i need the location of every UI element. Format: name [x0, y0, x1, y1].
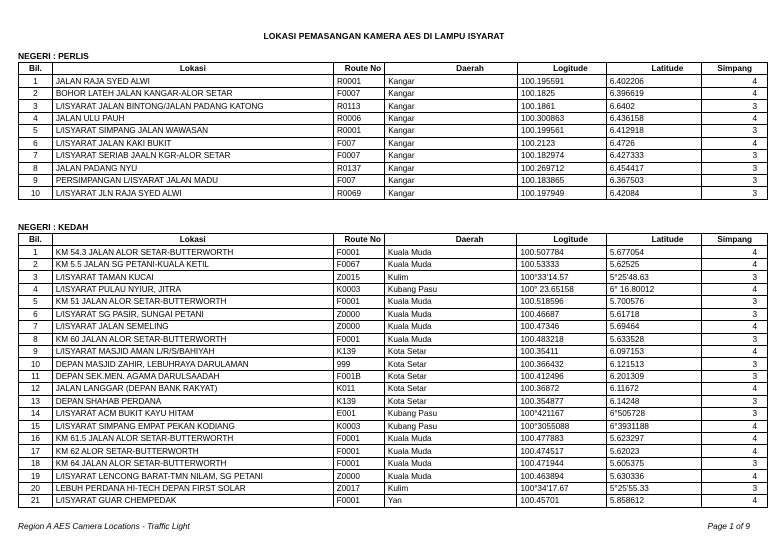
- kedah-table: [18, 233, 768, 508]
- lokasi-cell: JALAN ULU PAUH: [52, 112, 333, 124]
- route-no-cell: Z0000: [333, 308, 384, 320]
- simpang-cell: 3: [702, 370, 768, 382]
- route-no-cell: F0001: [333, 433, 384, 445]
- logitude-cell: 100°3055088: [517, 420, 606, 432]
- footer-page-number: Page 1 of 9: [707, 521, 750, 531]
- daerah-cell: Kubang Pasu: [384, 283, 517, 295]
- simpang-cell: 3: [702, 333, 768, 345]
- bil-cell: 18: [19, 457, 53, 469]
- simpang-cell: 4: [702, 420, 768, 432]
- logitude-cell: 100° 23.65158: [517, 283, 606, 295]
- bil-cell: 13: [19, 395, 53, 407]
- logitude-cell: 100.45701: [517, 495, 606, 507]
- logitude-cell: 100.474517: [517, 445, 606, 457]
- table-row: [19, 258, 768, 270]
- daerah-cell: Kuala Muda: [384, 258, 517, 270]
- bil-cell: 1: [19, 246, 53, 258]
- logitude-cell: 100.1861: [517, 100, 606, 112]
- route-no-cell: R0001: [333, 125, 384, 137]
- header-simpang: Simpang: [702, 63, 768, 75]
- bil-cell: 2: [19, 258, 53, 270]
- table-row: [19, 433, 768, 445]
- latitude-cell: 6.42084: [606, 187, 702, 199]
- latitude-cell: 6.436158: [606, 112, 702, 124]
- header-lokasi: Lokasi: [52, 234, 333, 246]
- logitude-cell: 100.182974: [517, 150, 606, 162]
- section-label-perlis: NEGERI : PERLIS: [18, 51, 89, 61]
- perlis-table-body: [19, 75, 768, 199]
- bil-cell: 1: [19, 75, 53, 87]
- simpang-cell: 3: [702, 150, 768, 162]
- kedah-table-body: [19, 246, 768, 507]
- simpang-cell: 4: [702, 87, 768, 99]
- daerah-cell: Kota Setar: [384, 345, 517, 357]
- route-no-cell: F007: [333, 137, 384, 149]
- bil-cell: 5: [19, 125, 53, 137]
- route-no-cell: K139: [333, 345, 384, 357]
- latitude-cell: 6.6402: [606, 100, 702, 112]
- table-row: [19, 187, 768, 199]
- latitude-cell: 5°25'55.33: [606, 482, 702, 494]
- logitude-cell: 100°33'14.57: [517, 271, 606, 283]
- lokasi-cell: L/ISYARAT SIMPANG JALAN WAWASAN: [52, 125, 333, 137]
- latitude-cell: 5.700576: [606, 296, 702, 308]
- simpang-cell: 3: [702, 457, 768, 469]
- bil-cell: 11: [19, 370, 53, 382]
- simpang-cell: 4: [702, 258, 768, 270]
- table-row: [19, 283, 768, 295]
- latitude-cell: 5.61718: [606, 308, 702, 320]
- bil-cell: 3: [19, 271, 53, 283]
- logitude-cell: 100.477883: [517, 433, 606, 445]
- bil-cell: 20: [19, 482, 53, 494]
- lokasi-cell: JALAN LANGGAR (DEPAN BANK RAKYAT): [52, 383, 333, 395]
- latitude-cell: 6.11672: [606, 383, 702, 395]
- simpang-cell: 3: [702, 482, 768, 494]
- bil-cell: 12: [19, 383, 53, 395]
- bil-cell: 17: [19, 445, 53, 457]
- route-no-cell: F0001: [333, 457, 384, 469]
- table-row: [19, 358, 768, 370]
- route-no-cell: 999: [333, 358, 384, 370]
- simpang-cell: 3: [702, 296, 768, 308]
- daerah-cell: Kangar: [385, 125, 518, 137]
- lokasi-cell: L/ISYARAT SERIAB JAALN KGR-ALOR SETAR: [52, 150, 333, 162]
- daerah-cell: Kangar: [385, 150, 518, 162]
- latitude-cell: 6° 16.80012: [606, 283, 702, 295]
- bil-cell: 6: [19, 308, 53, 320]
- table-row: [19, 495, 768, 507]
- route-no-cell: F007: [333, 174, 384, 186]
- logitude-cell: 100.2123: [517, 137, 606, 149]
- logitude-cell: 100.518596: [517, 296, 606, 308]
- lokasi-cell: L/ISYARAT TAMAN KUCAI: [52, 271, 333, 283]
- table-row: [19, 457, 768, 469]
- route-no-cell: K011: [333, 383, 384, 395]
- document-title: LOKASI PEMASANGAN KAMERA AES DI LAMPU ISYARAT: [263, 31, 505, 41]
- simpang-cell: 4: [702, 495, 768, 507]
- daerah-cell: Kuala Muda: [384, 445, 517, 457]
- bil-cell: 6: [19, 137, 53, 149]
- simpang-cell: 4: [702, 445, 768, 457]
- daerah-cell: Yan: [384, 495, 517, 507]
- simpang-cell: 3: [702, 125, 768, 137]
- table-row: [19, 75, 768, 87]
- bil-cell: 4: [19, 112, 53, 124]
- logitude-cell: 100°34'17.67: [517, 482, 606, 494]
- table-row: [19, 246, 768, 258]
- bil-cell: 8: [19, 162, 53, 174]
- lokasi-cell: L/ISYARAT GUAR CHEMPEDAK: [52, 495, 333, 507]
- section-label-kedah: NEGERI : KEDAH: [18, 222, 89, 232]
- lokasi-cell: LEBUH PERDANA HI-TECH DEPAN FIRST SOLAR: [52, 482, 333, 494]
- logitude-cell: 100.300863: [517, 112, 606, 124]
- simpang-cell: 4: [702, 137, 768, 149]
- simpang-cell: 4: [702, 470, 768, 482]
- daerah-cell: Kulim: [384, 271, 517, 283]
- logitude-cell: 100.53333: [517, 258, 606, 270]
- route-no-cell: K0003: [333, 420, 384, 432]
- footer-document-label: Region A AES Camera Locations - Traffic Light: [18, 521, 190, 531]
- table-row: [19, 420, 768, 432]
- logitude-cell: 100.463894: [517, 470, 606, 482]
- simpang-cell: 4: [702, 283, 768, 295]
- header-latitude: Latitude: [606, 63, 702, 75]
- bil-cell: 8: [19, 333, 53, 345]
- lokasi-cell: PERSIMPANGAN L/ISYARAT JALAN MADU: [52, 174, 333, 186]
- lokasi-cell: KM 60 JALAN ALOR SETAR-BUTTERWORTH: [52, 333, 333, 345]
- route-no-cell: Z0000: [333, 470, 384, 482]
- table-row: [19, 174, 768, 186]
- daerah-cell: Kuala Muda: [384, 457, 517, 469]
- latitude-cell: 5.858612: [606, 495, 702, 507]
- latitude-cell: 6.427333: [606, 150, 702, 162]
- bil-cell: 3: [19, 100, 53, 112]
- table-row: [19, 100, 768, 112]
- latitude-cell: 6.412918: [606, 125, 702, 137]
- lokasi-cell: JALAN PADANG NYU: [52, 162, 333, 174]
- bil-cell: 5: [19, 296, 53, 308]
- daerah-cell: Kangar: [385, 187, 518, 199]
- latitude-cell: 5.62023: [606, 445, 702, 457]
- header-simpang: Simpang: [702, 234, 768, 246]
- daerah-cell: Kuala Muda: [384, 433, 517, 445]
- table-row: [19, 408, 768, 420]
- simpang-cell: 3: [702, 162, 768, 174]
- lokasi-cell: L/ISYARAT JALAN SEMELING: [52, 321, 333, 333]
- bil-cell: 21: [19, 495, 53, 507]
- daerah-cell: Kuala Muda: [384, 308, 517, 320]
- logitude-cell: 100.1825: [517, 87, 606, 99]
- logitude-cell: 100.195591: [517, 75, 606, 87]
- header-lokasi: Lokasi: [52, 63, 333, 75]
- lokasi-cell: JALAN RAJA SYED ALWI: [52, 75, 333, 87]
- route-no-cell: R0001: [333, 75, 384, 87]
- latitude-cell: 6.396619: [606, 87, 702, 99]
- route-no-cell: Z0000: [333, 321, 384, 333]
- route-no-cell: F0001: [333, 495, 384, 507]
- table-row: [19, 370, 768, 382]
- simpang-cell: 4: [702, 345, 768, 357]
- route-no-cell: R0006: [333, 112, 384, 124]
- lokasi-cell: L/ISYARAT JALAN KAKI BUKIT: [52, 137, 333, 149]
- simpang-cell: 3: [702, 100, 768, 112]
- route-no-cell: Z0015: [333, 271, 384, 283]
- route-no-cell: F0001: [333, 445, 384, 457]
- daerah-cell: Kota Setar: [384, 383, 517, 395]
- header-route-no: Route No: [333, 63, 384, 75]
- lokasi-cell: KM 61.5 JALAN ALOR SETAR-BUTTERWORTH: [52, 433, 333, 445]
- bil-cell: 7: [19, 150, 53, 162]
- lokasi-cell: BOHOR LATEH JALAN KANGAR-ALOR SETAR: [52, 87, 333, 99]
- route-no-cell: K139: [333, 395, 384, 407]
- table-row: [19, 296, 768, 308]
- route-no-cell: R0113: [333, 100, 384, 112]
- header-daerah: Daerah: [385, 63, 518, 75]
- daerah-cell: Kuala Muda: [384, 246, 517, 258]
- perlis-table: [18, 62, 768, 200]
- bil-cell: 2: [19, 87, 53, 99]
- lokasi-cell: L/ISYARAT SG PASIR, SUNGAI PETANI: [52, 308, 333, 320]
- table-row: [19, 321, 768, 333]
- bil-cell: 15: [19, 420, 53, 432]
- logitude-cell: 100.269712: [517, 162, 606, 174]
- lokasi-cell: DEPAN SHAHAB PERDANA: [52, 395, 333, 407]
- daerah-cell: Kangar: [385, 112, 518, 124]
- latitude-cell: 6.097153: [606, 345, 702, 357]
- bil-cell: 19: [19, 470, 53, 482]
- lokasi-cell: L/ISYARAT SIMPANG EMPAT PEKAN KODIANG: [52, 420, 333, 432]
- lokasi-cell: L/ISYARAT JLN RAJA SYED ALWI: [52, 187, 333, 199]
- logitude-cell: 100.483218: [517, 333, 606, 345]
- lokasi-cell: L/ISYARAT PULAU NYIUR, JITRA: [52, 283, 333, 295]
- daerah-cell: Kubang Pasu: [384, 420, 517, 432]
- lokasi-cell: L/ISYARAT MASJID AMAN L/R/S/BAHIYAH: [52, 345, 333, 357]
- latitude-cell: 5.605375: [606, 457, 702, 469]
- table-row: [19, 137, 768, 149]
- table-row: [19, 112, 768, 124]
- lokasi-cell: KM 64 JALAN ALOR SETAR-BUTTERWORTH: [52, 457, 333, 469]
- bil-cell: 9: [19, 345, 53, 357]
- latitude-cell: 6.201309: [606, 370, 702, 382]
- route-no-cell: F0001: [333, 296, 384, 308]
- bil-cell: 7: [19, 321, 53, 333]
- simpang-cell: 3: [702, 358, 768, 370]
- simpang-cell: 4: [702, 383, 768, 395]
- bil-cell: 9: [19, 174, 53, 186]
- route-no-cell: R0069: [333, 187, 384, 199]
- table-row: [19, 87, 768, 99]
- logitude-cell: 100.36872: [517, 383, 606, 395]
- table-header-row: [19, 63, 768, 75]
- logitude-cell: 100.47346: [517, 321, 606, 333]
- table-row: [19, 445, 768, 457]
- latitude-cell: 5.69464: [606, 321, 702, 333]
- table-row: [19, 470, 768, 482]
- simpang-cell: 3: [702, 408, 768, 420]
- route-no-cell: F0001: [333, 246, 384, 258]
- latitude-cell: 5.633528: [606, 333, 702, 345]
- simpang-cell: 3: [702, 308, 768, 320]
- header-daerah: Daerah: [384, 234, 517, 246]
- daerah-cell: Kangar: [385, 75, 518, 87]
- route-no-cell: F0067: [333, 258, 384, 270]
- latitude-cell: 6.14248: [606, 395, 702, 407]
- bil-cell: 14: [19, 408, 53, 420]
- simpang-cell: 3: [702, 174, 768, 186]
- latitude-cell: 5.677054: [606, 246, 702, 258]
- simpang-cell: 3: [702, 187, 768, 199]
- latitude-cell: 5.623297: [606, 433, 702, 445]
- table-row: [19, 125, 768, 137]
- table-row: [19, 345, 768, 357]
- logitude-cell: 100.507784: [517, 246, 606, 258]
- simpang-cell: 4: [702, 433, 768, 445]
- logitude-cell: 100.197949: [517, 187, 606, 199]
- bil-cell: 16: [19, 433, 53, 445]
- bil-cell: 10: [19, 187, 53, 199]
- simpang-cell: 4: [702, 321, 768, 333]
- route-no-cell: F0007: [333, 87, 384, 99]
- header-bil: Bil.: [19, 234, 53, 246]
- lokasi-cell: L/ISYARAT JALAN BINTONG/JALAN PADANG KATONG: [52, 100, 333, 112]
- table-row: [19, 482, 768, 494]
- route-no-cell: E001: [333, 408, 384, 420]
- table-row: [19, 150, 768, 162]
- lokasi-cell: KM 54.3 JALAN ALOR SETAR-BUTTERWORTH: [52, 246, 333, 258]
- table-header-row: [19, 234, 768, 246]
- bil-cell: 10: [19, 358, 53, 370]
- lokasi-cell: L/ISYARAT ACM BUKIT KAYU HITAM: [52, 408, 333, 420]
- header-bil: Bil.: [19, 63, 53, 75]
- simpang-cell: 4: [702, 75, 768, 87]
- latitude-cell: 6.402206: [606, 75, 702, 87]
- route-no-cell: F0007: [333, 150, 384, 162]
- table-row: [19, 308, 768, 320]
- logitude-cell: 100.354877: [517, 395, 606, 407]
- lokasi-cell: KM 62 ALOR SETAR-BUTTERWORTH: [52, 445, 333, 457]
- latitude-cell: 6.121513: [606, 358, 702, 370]
- lokasi-cell: L/ISYARAT LENCONG BARAT-TMN NILAM, SG PETANI: [52, 470, 333, 482]
- logitude-cell: 100.366432: [517, 358, 606, 370]
- daerah-cell: Kubang Pasu: [384, 408, 517, 420]
- lokasi-cell: KM 51 JALAN ALOR SETAR-BUTTERWORTH: [52, 296, 333, 308]
- bil-cell: 4: [19, 283, 53, 295]
- daerah-cell: Kota Setar: [384, 370, 517, 382]
- daerah-cell: Kangar: [385, 100, 518, 112]
- logitude-cell: 100.46687: [517, 308, 606, 320]
- simpang-cell: 4: [702, 112, 768, 124]
- latitude-cell: 6°505728: [606, 408, 702, 420]
- daerah-cell: Kota Setar: [384, 358, 517, 370]
- table-row: [19, 395, 768, 407]
- table-row: [19, 271, 768, 283]
- latitude-cell: 6.454417: [606, 162, 702, 174]
- simpang-cell: 4: [702, 246, 768, 258]
- latitude-cell: 5.62525: [606, 258, 702, 270]
- daerah-cell: Kangar: [385, 162, 518, 174]
- route-no-cell: R0137: [333, 162, 384, 174]
- latitude-cell: 6°3931188: [606, 420, 702, 432]
- logitude-cell: 100°421167: [517, 408, 606, 420]
- daerah-cell: Kuala Muda: [384, 333, 517, 345]
- daerah-cell: Kangar: [385, 137, 518, 149]
- lokasi-cell: KM 5.5 JALAN SG PETANI-KUALA KETIL: [52, 258, 333, 270]
- latitude-cell: 5.630336: [606, 470, 702, 482]
- daerah-cell: Kuala Muda: [384, 321, 517, 333]
- latitude-cell: 6.4726: [606, 137, 702, 149]
- latitude-cell: 5°25'48.63: [606, 271, 702, 283]
- table-row: [19, 383, 768, 395]
- lokasi-cell: DEPAN SEK.MEN. AGAMA DARULSAADAH: [52, 370, 333, 382]
- lokasi-cell: DEPAN MASJID ZAHIR, LEBUHRAYA DARULAMAN: [52, 358, 333, 370]
- header-latitude: Latitude: [606, 234, 702, 246]
- daerah-cell: Kuala Muda: [384, 470, 517, 482]
- logitude-cell: 100.412496: [517, 370, 606, 382]
- header-logitude: Logitude: [517, 234, 606, 246]
- route-no-cell: K0003: [333, 283, 384, 295]
- simpang-cell: 3: [702, 395, 768, 407]
- daerah-cell: Kangar: [385, 174, 518, 186]
- daerah-cell: Kulim: [384, 482, 517, 494]
- header-route-no: Route No: [333, 234, 384, 246]
- latitude-cell: 6.367503: [606, 174, 702, 186]
- table-row: [19, 162, 768, 174]
- logitude-cell: 100.199561: [517, 125, 606, 137]
- table-row: [19, 333, 768, 345]
- header-logitude: Logitude: [517, 63, 606, 75]
- logitude-cell: 100.471944: [517, 457, 606, 469]
- route-no-cell: F001B: [333, 370, 384, 382]
- logitude-cell: 100.35411: [517, 345, 606, 357]
- daerah-cell: Kota Setar: [384, 395, 517, 407]
- daerah-cell: Kangar: [385, 87, 518, 99]
- daerah-cell: Kuala Muda: [384, 296, 517, 308]
- route-no-cell: Z0017: [333, 482, 384, 494]
- simpang-cell: 3: [702, 271, 768, 283]
- logitude-cell: 100.183865: [517, 174, 606, 186]
- route-no-cell: F0001: [333, 333, 384, 345]
